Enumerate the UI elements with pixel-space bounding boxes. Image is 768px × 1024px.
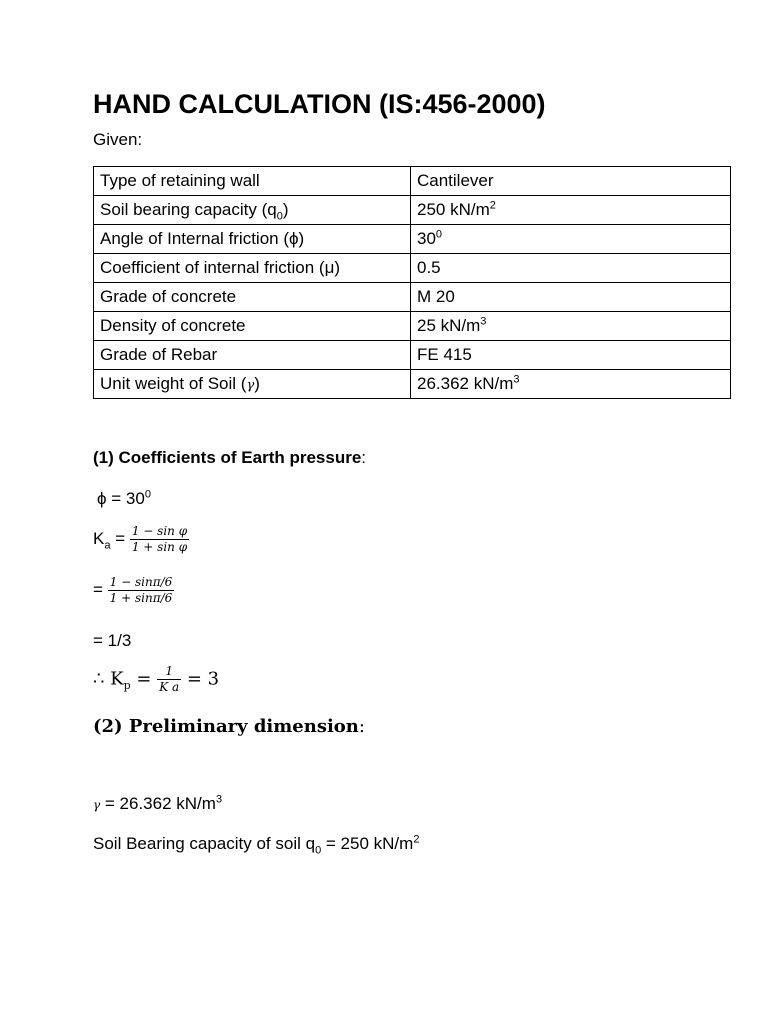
section2-heading: (2) Preliminary dimension: <box>93 716 365 737</box>
table-cell-label: Type of retaining wall <box>94 167 411 196</box>
given-label: Given: <box>93 130 143 149</box>
ka-substitution: = $\frac{1 - \sin\pi/6}{1 + \sin\pi/6}$ <box>93 575 173 605</box>
ka-equation: $K_a$ = $\frac{\text{1 − sin φ}}{\text{1 + sin φ}}$ <box>93 524 188 554</box>
table-row <box>94 225 731 254</box>
table-cell-value: 25 $kN/m^3$ <box>411 312 731 341</box>
table-cell-value: M 20 <box>411 283 731 312</box>
table-cell-value: 250 $kN/m^2$ <box>411 196 731 225</box>
table-cell-label: Unit weight of Soil (γ) <box>94 370 411 399</box>
page-title: HAND CALCULATION (IS:456-2000) <box>93 89 546 119</box>
table-row <box>94 341 731 370</box>
table-row <box>94 312 731 341</box>
substitution-fraction: $\frac{1 - \sin\pi/6}{1 + \sin\pi/6}$ <box>109 575 173 605</box>
table-cell-label: Soil bearing capacity $(q_0)$ <box>94 196 411 225</box>
table-cell-value: 26.362 $kN/m^3$ <box>411 370 731 399</box>
ka-fraction: $\frac{\text{1 − sin φ}}{\text{1 + sin φ}}$ <box>131 524 188 554</box>
given-table <box>93 166 731 399</box>
table-cell-label: Density of concrete <box>94 312 411 341</box>
table-row <box>94 370 731 399</box>
phi-line: $\phi = 30^0$ <box>97 488 151 508</box>
table-cell-label: Grade of Rebar <box>94 341 411 370</box>
table-cell-label: Grade of concrete <box>94 283 411 312</box>
sbc-line: Soil Bearing capacity of soil $q_0 = 250$ $kN/m^2$ <box>93 833 420 857</box>
kp-equation: ∴ $K_p$ = $\frac{1}{\text{K a}}$ = 3 <box>93 664 220 694</box>
table-row <box>94 196 731 225</box>
table-row <box>94 283 731 312</box>
table-row <box>94 254 731 283</box>
ka-result: = 1/3 <box>93 631 132 650</box>
gamma-line: γ = 26.362 $kN/m^3$ <box>93 793 223 813</box>
table-cell-value: FE 415 <box>411 341 731 370</box>
kp-fraction: $\frac{1}{\text{K a}}$ <box>159 664 180 694</box>
table-cell-value: $30^0$ <box>411 225 731 254</box>
table-cell-value: Cantilever <box>411 167 731 196</box>
table-row <box>94 167 731 196</box>
table-cell-label: Coefficient of internal friction (μ) <box>94 254 411 283</box>
section1-heading: (1) Coefficients of Earth pressure: <box>93 448 367 467</box>
table-cell-value: 0.5 <box>411 254 731 283</box>
table-cell-label: Angle of Internal friction (ϕ) <box>94 225 411 254</box>
